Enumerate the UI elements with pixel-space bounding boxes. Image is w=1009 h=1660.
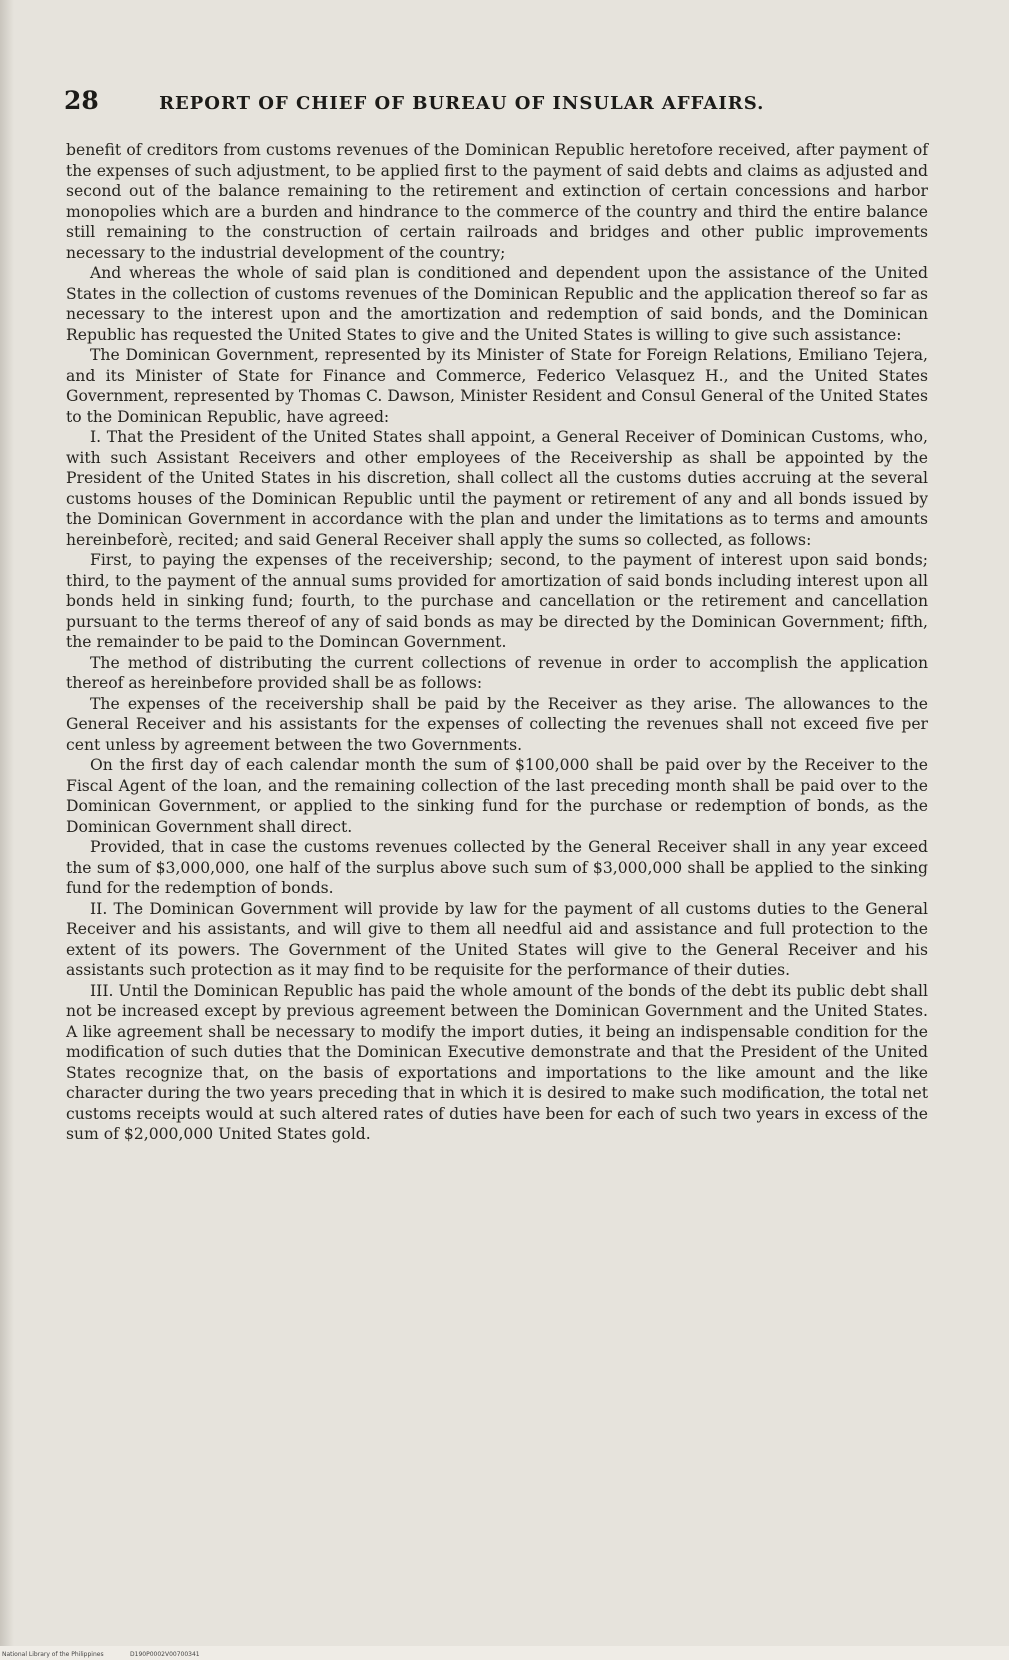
paragraph: I. That the President of the United States shall appoint, a General Receiver of Dominican Customs, who, with such Assistant Receivers and other employees of the Receivership as shall be appointed by the President of the United States in his discretion, shall collect all the customs duties accruing at the several customs houses of the Dominican Republic until the payment or retirement of any and all bonds issued by the Dominican Government in accordance with the plan and under the limitations as to terms and amounts hereinbeforè, recited; and said General Receiver shall apply the sums so collected, as follows: [66,428,928,549]
paragraph: II. The Dominican Government will provide by law for the payment of all customs duties to the General Receiver and his assistants, and will give to them all needful aid and assistance and full protection to the extent of its powers. The Government of the United States will give to the General Receiver and his assistants such protection as it may find to be requisite for the performance of their duties. [66,899,928,979]
paragraph: And whereas the whole of said plan is conditioned and dependent upon the assistance of the United States in the collection of customs revenues of the Dominican Republic and the application thereof so far as necessary to the interest upon and the amortization and redemption of said bonds, and the Dominican Republic has requested the United States to give and the United States is willing to give such assistance: [66,264,928,344]
paragraph: III. Until the Dominican Republic has paid the whole amount of the bonds of the debt its public debt shall not be increased except by previous agreement between the Dominican Government and the United States. A like agreement shall be necessary to modify the import duties, it being an indispensable condition for the modification of such duties that the Dominican Executive demonstrate and that the President of the United States recognize that, on the basis of exportations and importations to the like amount and the like character during the two years preceding that in which it is desired to make such modification, the total net customs receipts would at such altered rates of duties have been for each of such two years in excess of the sum of $2,000,000 United States gold. [66,981,928,1143]
paragraph: The Dominican Government, represented by its Minister of State for Foreign Relations, Emiliano Tejera, and its Minister of State for Finance and Commerce, Federico Velasquez H., and the United States Government, represented by Thomas C. Dawson, Minister Resident and Consul General of the United States to the Dominican Republic, have agreed: [66,346,928,426]
footer-identifier: D190P0002V00700341 [130,1651,200,1658]
paragraph: The method of distributing the current collections of revenue in order to accomplish the application thereof as hereinbefore provided shall be as follows: [66,653,928,692]
body-text [66,140,928,1145]
page-number: 28 [64,86,99,115]
paragraph: First, to paying the expenses of the receivership; second, to the payment of interest upon said bonds; third, to the payment of the annual sums provided for amortization of said bonds including interest upon all bonds held in sinking fund; fourth, to the purchase and cancellation or the retirement and cancellation pursuant to the terms thereof of any of said bonds as may be directed by the Dominican Government; fifth, the remainder to be paid to the Domincan Government. [66,551,928,651]
paragraph: On the first day of each calendar month the sum of $100,000 shall be paid over by the Receiver to the Fiscal Agent of the loan, and the remaining collection of the last preceding month shall be paid over to the Dominican Government, or applied to the sinking fund for the purchase or redemption of bonds, as the Dominican Government shall direct. [66,756,928,836]
paragraph: benefit of creditors from customs revenues of the Dominican Republic heretofore received, after payment of the expenses of such adjustment, to be applied first to the payment of said debts and claims as adjusted and second out of the balance remaining to the retirement and extinction of certain concessions and harbor monopolies which are a burden and hindrance to the commerce of the country and third the entire balance still remaining to the construction of certain railroads and bridges and other public improvements necessary to the industrial development of the country; [66,141,928,262]
page-header [64,86,944,115]
footer-library: National Library of the Philippines [2,1651,104,1658]
binding-shadow [0,0,14,1660]
paragraph: The expenses of the receivership shall be paid by the Receiver as they arise. The allowances to the General Receiver and his assistants for the expenses of collecting the revenues shall not exceed five per cent unless by agreement between the two Governments. [66,694,928,754]
paragraph: Provided, that in case the customs revenues collected by the General Receiver shall in any year exceed the sum of $3,000,000, one half of the surplus above such sum of $3,000,000 shall be applied to the sinking fund for the redemption of bonds. [66,838,928,897]
running-head: REPORT OF CHIEF OF BUREAU OF INSULAR AFFAIRS. [159,93,765,114]
scan-footer [0,1646,1009,1660]
